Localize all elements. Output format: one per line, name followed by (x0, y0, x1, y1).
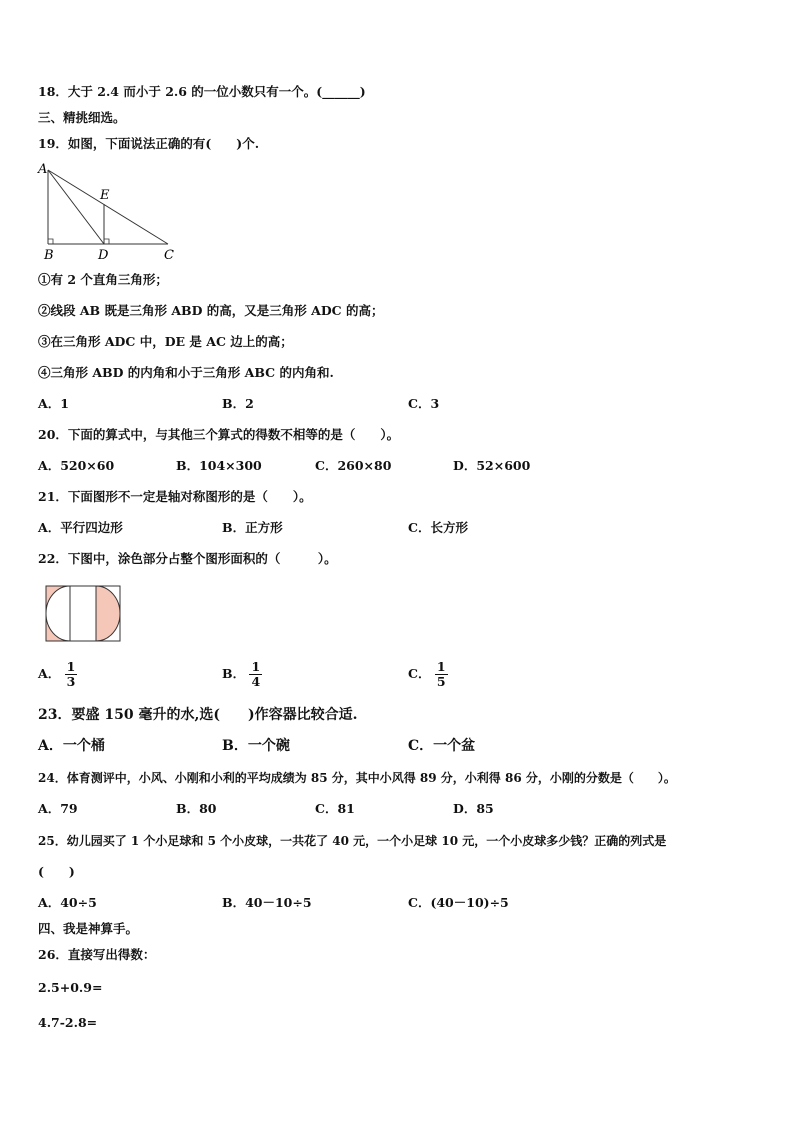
segment-ac (48, 170, 168, 244)
q24-option-d[interactable]: D．85 (453, 801, 494, 816)
q24-option-b[interactable]: B．80 (176, 801, 217, 816)
fraction-c (435, 660, 448, 689)
q25-option-a[interactable]: A．40÷5 (38, 895, 97, 910)
q19-statement-4: ④三角形 ABD 的内角和小于三角形 ABC 的内角和. (38, 365, 334, 380)
q25-option-b[interactable]: B．40－10÷5 (222, 895, 312, 910)
q22-option-b[interactable] (222, 660, 262, 689)
q26-item-1: 2.5+0.9= (38, 980, 103, 995)
fraction-a (65, 660, 78, 689)
q20-option-d[interactable]: D．52×600 (453, 458, 531, 473)
q19-statement-3: ③在三角形 ADC 中，DE 是 AC 边上的高； (38, 334, 293, 349)
question-25-stem: 25．幼儿园买了 1 个小足球和 5 个小皮球，一共花了 40 元，一个小足球 10 元，一个小皮球多少钱？正确的列式是 (38, 834, 667, 848)
q24-option-a[interactable]: A．79 (38, 801, 78, 816)
fraction-b-numerator: 1 (251, 659, 261, 674)
question-18: 18．大于 2.4 而小于 2.6 的一位小数只有一个。(______) (38, 84, 366, 99)
segment-ad (48, 170, 104, 244)
fraction-c-numerator: 1 (436, 659, 446, 674)
q22-option-b-label: B． (222, 666, 246, 681)
q22-option-c-label: C． (408, 666, 431, 681)
q23-option-c[interactable]: C．一个盆 (408, 738, 476, 754)
q22-option-c[interactable] (408, 660, 448, 689)
right-angle-d (104, 239, 109, 244)
q19-statement-1: ①有 2 个直角三角形； (38, 272, 168, 287)
semicircle-right-shaded (96, 586, 120, 641)
q20-option-c[interactable]: C．260×80 (315, 458, 392, 473)
question-25-stem-continued: ( ) (38, 864, 75, 879)
q24-option-c[interactable]: C．81 (315, 801, 355, 816)
question-19-stem: 19．如图，下面说法正确的有( )个. (38, 136, 260, 151)
q21-option-a[interactable]: A．平行四边形 (38, 520, 123, 535)
right-angle-b (48, 239, 53, 244)
triangle-figure (36, 160, 186, 262)
label-d: D (98, 248, 109, 262)
q19-statement-2: ②线段 AB 既是三角形 ABD 的高，又是三角形 ADC 的高； (38, 303, 384, 318)
label-e: E (100, 188, 110, 203)
q23-option-a[interactable]: A．一个桶 (38, 738, 105, 754)
q26-item-2: 4.7-2.8= (38, 1015, 98, 1030)
question-22-stem: 22．下图中，涂色部分占整个图形面积的（ ）。 (38, 551, 337, 566)
q20-option-b[interactable]: B．104×300 (176, 458, 262, 473)
q23-option-b[interactable]: B．一个碗 (222, 738, 290, 754)
fraction-b (249, 660, 262, 689)
fraction-c-denominator: 5 (436, 674, 446, 689)
question-26-stem: 26．直接写出得数： (38, 947, 156, 962)
label-a: A (38, 162, 48, 177)
q22-option-a-label: A． (38, 666, 61, 681)
shaded-area-figure (44, 585, 124, 643)
q21-option-c[interactable]: C．长方形 (408, 520, 468, 535)
q21-option-b[interactable]: B．正方形 (222, 520, 283, 535)
question-23-stem: 23．要盛 150 毫升的水,选( )作容器比较合适. (38, 707, 358, 723)
question-20-stem: 20．下面的算式中，与其他三个算式的得数不相等的是（ ）。 (38, 427, 400, 442)
fraction-a-numerator: 1 (66, 659, 76, 674)
label-c: C (164, 248, 174, 262)
q22-option-a[interactable] (38, 660, 77, 689)
question-21-stem: 21．下面图形不一定是轴对称图形的是（ ）。 (38, 489, 312, 504)
label-b: B (44, 248, 54, 262)
q19-option-a[interactable]: A．1 (38, 396, 69, 411)
q19-option-c[interactable]: C．3 (408, 396, 440, 411)
fraction-b-denominator: 4 (251, 674, 261, 689)
fraction-a-denominator: 3 (66, 674, 76, 689)
section-3-heading: 三、精挑细选。 (38, 110, 126, 125)
section-4-heading: 四、我是神算手。 (38, 921, 139, 936)
q25-option-c[interactable]: C．(40－10)÷5 (408, 895, 509, 910)
q20-option-a[interactable]: A．520×60 (38, 458, 115, 473)
question-24-stem: 24．体育测评中，小风、小刚和小利的平均成绩为 85 分，其中小风得 89 分，小利得 86 分，小刚的分数是（ ）。 (38, 771, 676, 785)
q19-option-b[interactable]: B．2 (222, 396, 254, 411)
